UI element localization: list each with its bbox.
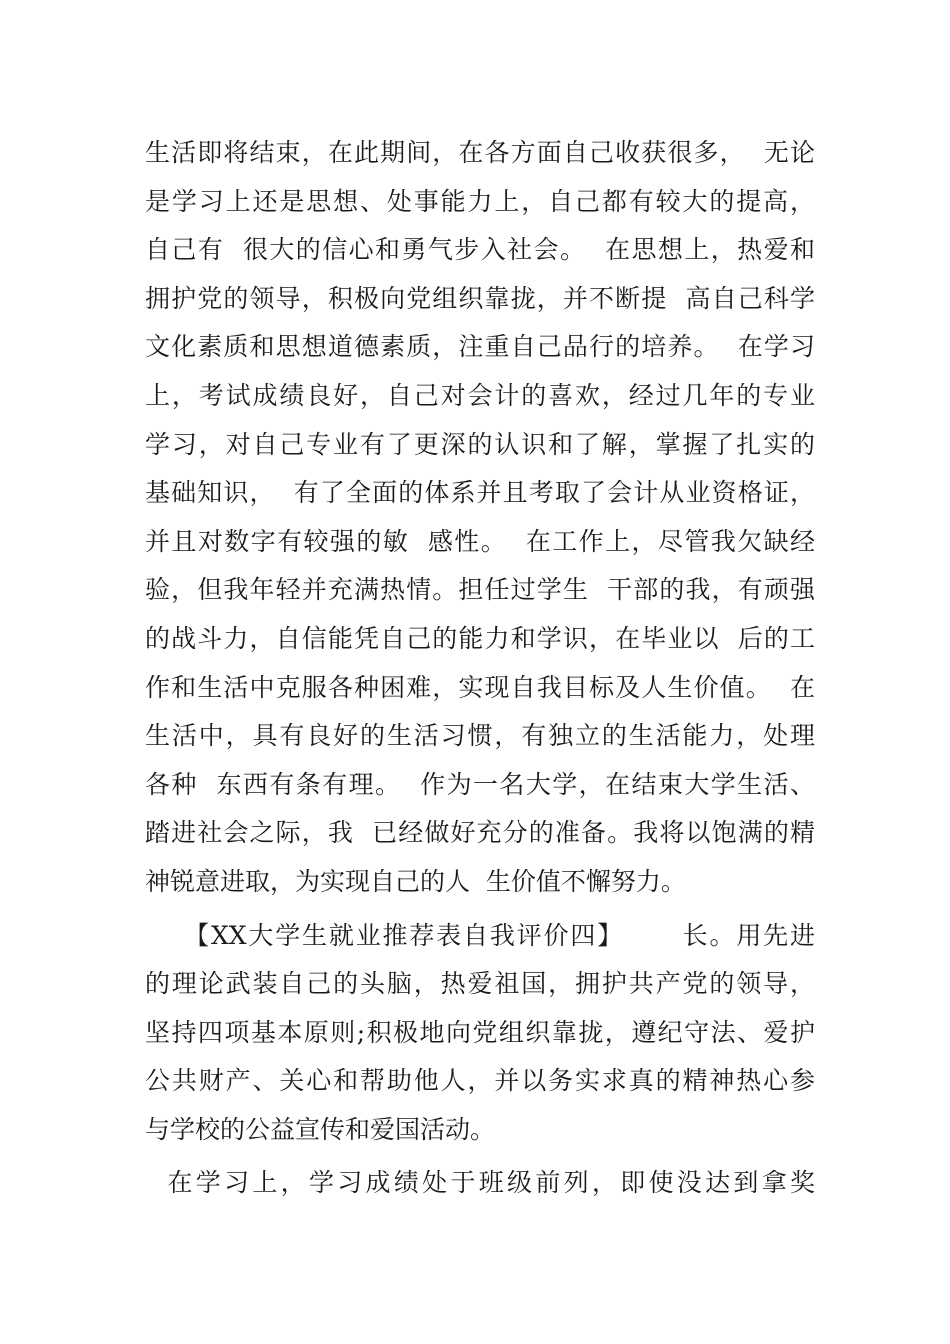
text-line: 生活即将结束，在此期间，在各方面自己收获很多， 无论 <box>145 138 815 167</box>
text-line: 各种 东西有条有理。 作为一名大学，在结束大学生活、 <box>145 769 815 799</box>
text-line: 神锐意进取，为实现自己的人 生价值不懈努力。 <box>145 866 686 896</box>
text-line: 基础知识， 有了全面的体系并且考取了会计从业资格证， <box>145 478 815 508</box>
paragraph-1 <box>145 129 815 907</box>
text-line: 的战斗力，自信能凭自己的能力和学识，在毕业以 后的工 <box>145 623 815 653</box>
text-line: 自己有 很大的信心和勇气步入社会。 在思想上，热爱和 <box>145 235 815 265</box>
text-line: 上，考试成绩良好，自己对会计的喜欢，经过几年的专业 <box>145 380 815 410</box>
text-line: 的理论武装自己的头脑，热爱祖国，拥护共产党的领导， <box>145 969 815 999</box>
text-line: 验，但我年轻并充满热情。担任过学生 干部的我，有顽强 <box>145 575 815 605</box>
text-line: 与学校的公益宣传和爱国活动。 <box>145 1114 496 1144</box>
section-heading-line: 【XX大学生就业推荐表自我评价四】 长。用先进 <box>145 920 815 950</box>
text-line: 生活中，具有良好的生活习惯，有独立的生活能力，处理 <box>145 721 815 751</box>
paragraph-3 <box>145 1159 815 1208</box>
body-text <box>145 129 815 1208</box>
text-line: 在学习上，学习成绩处于班级前列，即使没达到拿奖 <box>145 1168 815 1198</box>
text-line: 学习，对自己专业有了更深的认识和了解，掌握了扎实的 <box>145 429 815 459</box>
text-line: 是学习上还是思想、处事能力上，自己都有较大的提高， <box>145 186 815 216</box>
text-line: 文化素质和思想道德素质，注重自己品行的培养。 在学习 <box>145 332 815 362</box>
text-line: 公共财产、关心和帮助他人，并以务实求真的精神热心参 <box>145 1066 815 1096</box>
text-line: 坚持四项基本原则;积极地向党组织靠拢，遵纪守法、爱护 <box>145 1017 815 1047</box>
paragraph-2 <box>145 912 815 1155</box>
text-line: 并且对数字有较强的敏 感性。 在工作上，尽管我欠缺经 <box>145 526 815 556</box>
text-line: 拥护党的领导，积极向党组织靠拢，并不断提 高自己科学 <box>145 283 815 313</box>
text-line: 作和生活中克服各种困难，实现自我目标及人生价值。 在 <box>145 672 815 702</box>
text-line: 踏进社会之际，我 已经做好充分的准备。我将以饱满的精 <box>145 818 815 848</box>
